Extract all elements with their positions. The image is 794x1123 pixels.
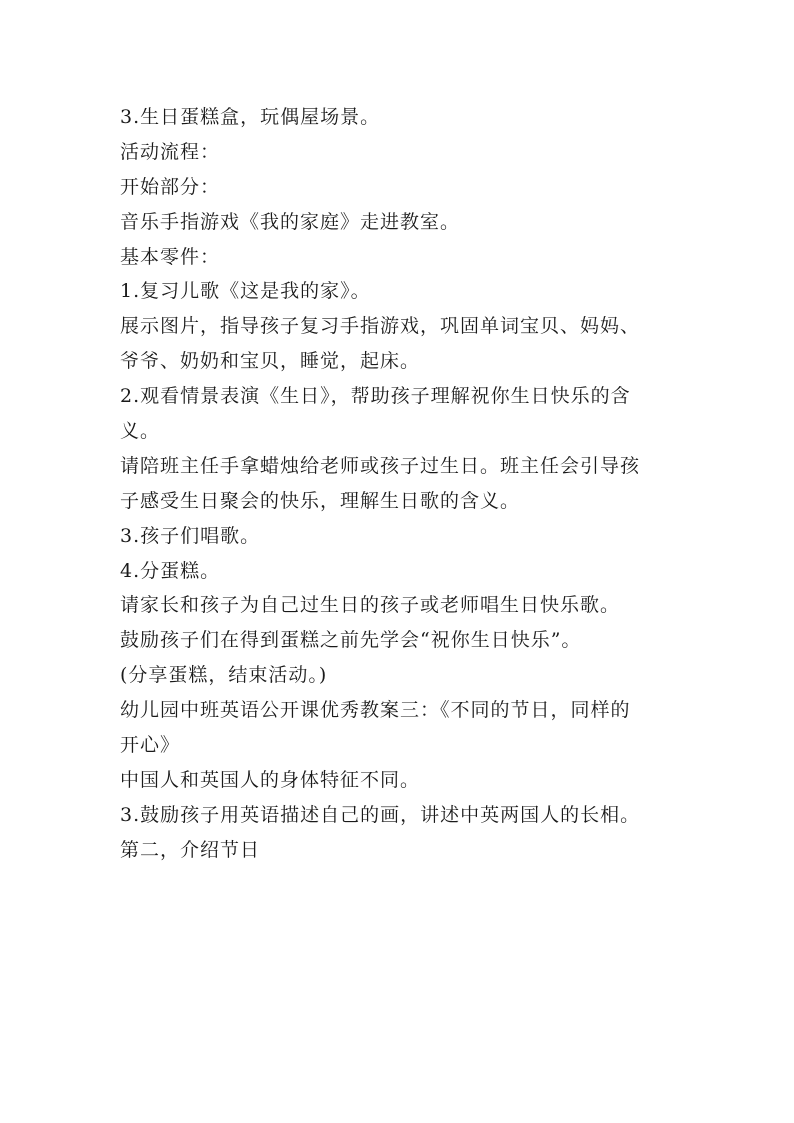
text-line: 3.孩子们唱歌。 <box>120 524 261 547</box>
text-line: 音乐手指游戏《我的家庭》走进教室。 <box>120 210 461 233</box>
text-line: 义。 <box>120 420 161 443</box>
text-line: 展示图片，指导孩子复习手指游戏，巩固单词宝贝、妈妈、 <box>120 315 641 338</box>
text-line: 中国人和英国人的身体特征不同。 <box>120 768 421 791</box>
document-body <box>120 100 694 868</box>
text-line: 4.分蛋糕。 <box>120 559 221 582</box>
text-line: 1.复习儿歌《这是我的家》。 <box>120 280 371 303</box>
text-line: 开始部分： <box>120 175 221 198</box>
text-line: 基本零件： <box>120 245 221 268</box>
text-line: 活动流程： <box>120 140 221 163</box>
text-line: 幼儿园中班英语公开课优秀教案三：《不同的节日，同样的 <box>120 699 631 722</box>
text-line: 3.生日蛋糕盒，玩偶屋场景。 <box>120 106 381 128</box>
text-line: (分享蛋糕，结束活动。) <box>120 664 328 687</box>
text-line: 请陪班主任手拿蜡烛给老师或孩子过生日。班主任会引导孩 <box>120 454 641 477</box>
text-line: 鼓励孩子们在得到蛋糕之前先学会“祝你生日快乐”。 <box>120 629 582 652</box>
text-line: 爷爷、奶奶和宝贝，睡觉，起床。 <box>120 350 421 373</box>
text-line: 开心》 <box>120 734 181 757</box>
text-line: 2.观看情景表演《生日》，帮助孩子理解祝你生日快乐的含 <box>120 385 631 408</box>
text-line: 请家长和孩子为自己过生日的孩子或老师唱生日快乐歌。 <box>120 594 621 617</box>
text-line: 3.鼓励孩子用英语描述自己的画，讲述中英两国人的长相。 <box>120 803 641 826</box>
text-line: 第二，介绍节日 <box>120 838 261 861</box>
text-line: 子感受生日聚会的快乐，理解生日歌的含义。 <box>120 489 521 512</box>
